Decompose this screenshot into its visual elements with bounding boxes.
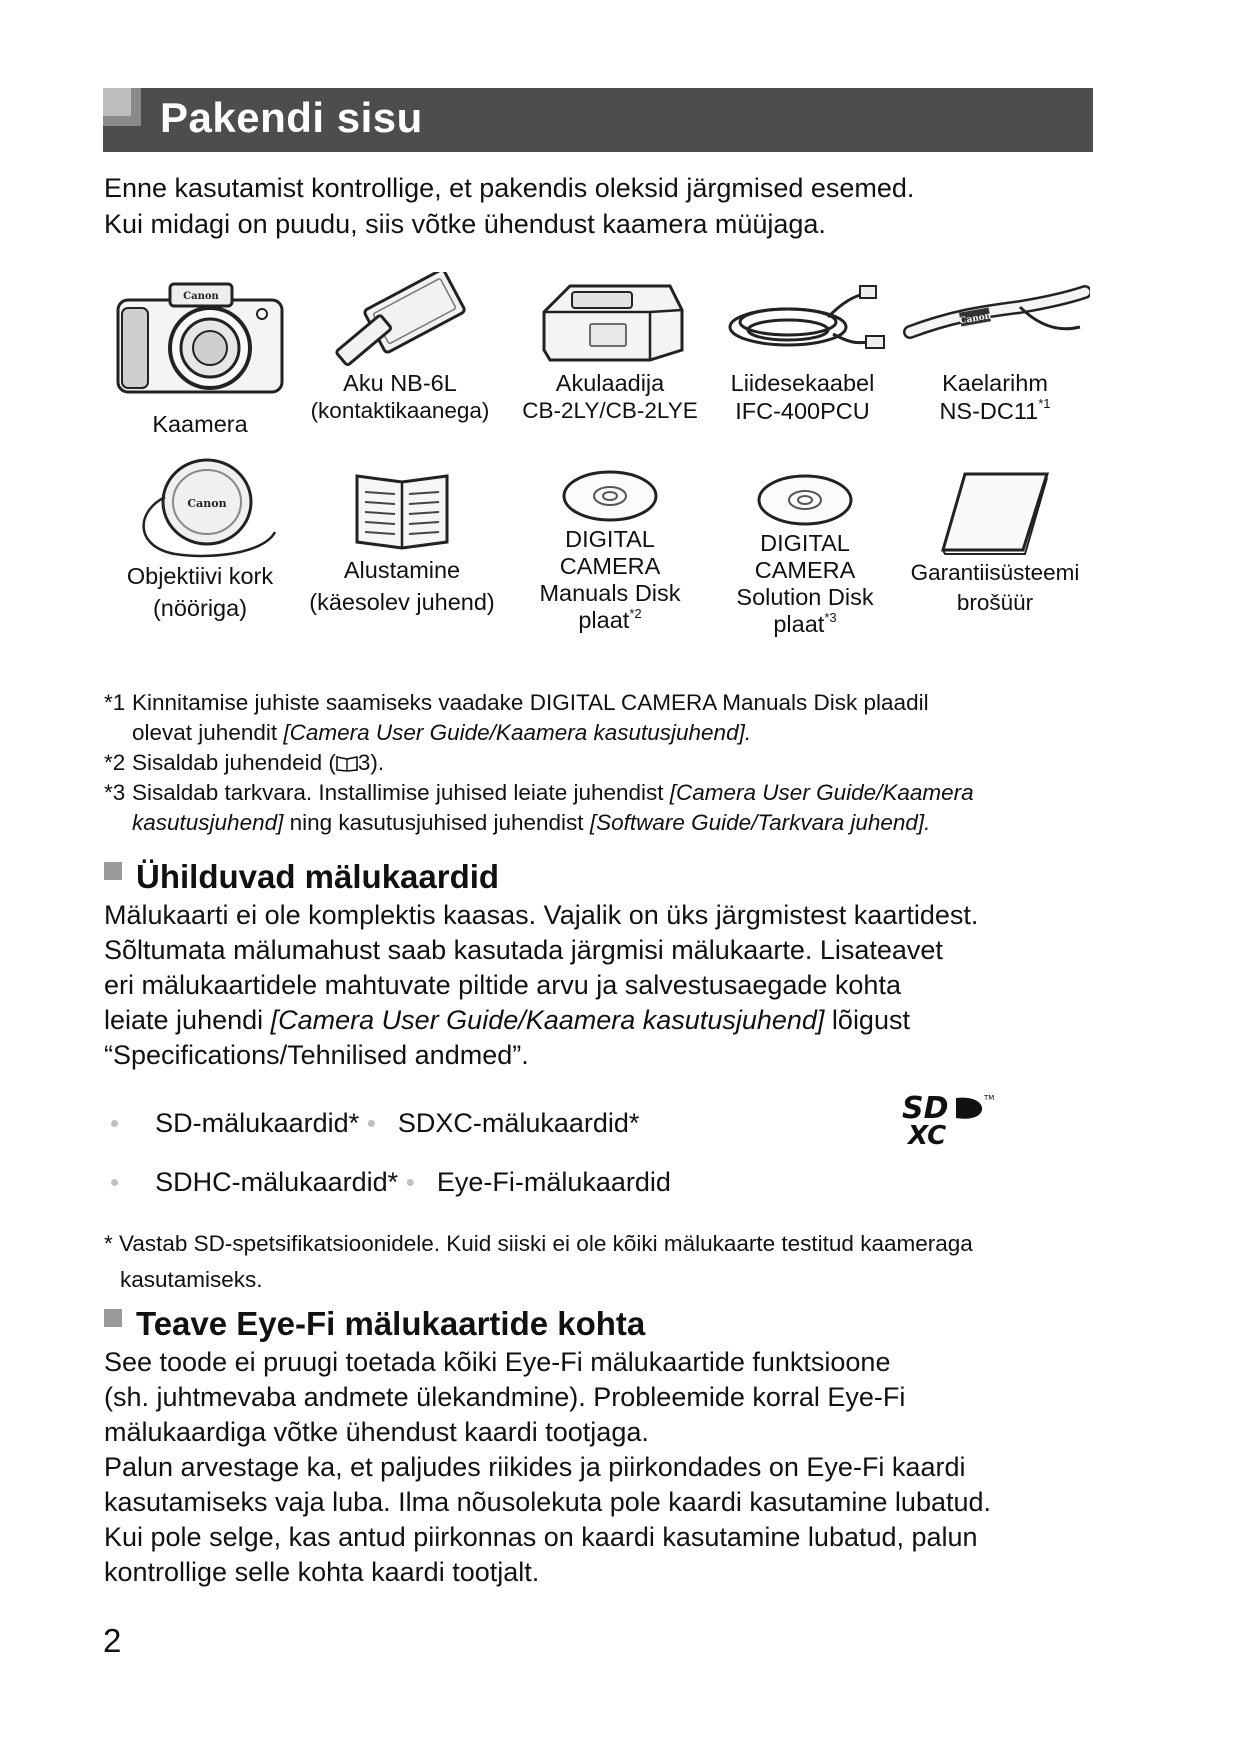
eyefi-heading [104, 1305, 645, 1343]
disc-icon [555, 466, 665, 526]
lens-cap-label: Objektiivi kork [126, 563, 274, 589]
manuals-disk-line-1: DIGITAL [565, 526, 655, 552]
item-strap [895, 272, 1095, 425]
card-sd: SD-mälukaardid* [155, 1108, 360, 1138]
battery-label-sub: (kontaktikaanega) [310, 398, 490, 423]
item-camera [105, 278, 295, 438]
charger-icon [530, 272, 690, 367]
page-title: Pakendi sisu [160, 94, 423, 141]
camera-brand: Canon [183, 291, 219, 302]
card-sdxc: SDXC-mälukaardid* [397, 1108, 640, 1138]
page-number: 2 [103, 1622, 122, 1659]
title-corner-mark-inner [103, 88, 131, 116]
lens-cap-brand: Canon [187, 497, 227, 510]
guide-label: Alustamine [343, 557, 461, 583]
sdxc-logo [898, 1088, 1008, 1150]
battery-label: Aku NB-6L [343, 370, 457, 396]
solution-disk-line-3: Solution Disk [736, 584, 874, 610]
intro-text [104, 170, 914, 242]
section-square-icon [104, 862, 122, 880]
charger-label: Akulaadija [555, 370, 665, 396]
cable-label-sub: IFC-400PCU [735, 398, 870, 424]
item-solution-disk [705, 470, 905, 638]
memory-line-1: Mälukaarti ei ole komplektis kaasas. Vajalik on üks järgmistest kaartidest. [104, 900, 979, 930]
bullet-icon: • [110, 1167, 120, 1197]
solution-disk-plaat: plaat [773, 611, 825, 637]
eyefi-line-6: Kui pole selge, kas antud piirkonnas on kaardi kasutamine lubatud, palun [104, 1522, 978, 1552]
footnote-ref-2: *2 [629, 606, 642, 621]
cable-icon [718, 272, 888, 367]
memory-cards-heading-text: Ühilduvad mälukaardid [136, 858, 500, 895]
sdxc-logo-sd: SD [902, 1091, 949, 1126]
book-reference-icon [336, 754, 358, 772]
memory-line-4b: lõigust [824, 1005, 910, 1035]
camera-label: Kaamera [152, 411, 248, 437]
footnote-1 [104, 688, 1104, 748]
eyefi-line-3: mälukaardiga võtke ühendust kaardi tootjaga. [104, 1417, 649, 1447]
section-square-icon [104, 1309, 122, 1327]
disc-icon [750, 470, 860, 530]
footnote-3-cont [132, 808, 1104, 838]
camera-icon [110, 278, 290, 398]
sdxc-logo-tm: TM [984, 1094, 995, 1102]
memory-line-5: “Specifications/Tehnilised andmed”. [104, 1040, 529, 1070]
lens-cap-label-sub: (nööriga) [152, 595, 248, 621]
bullet-icon: • [405, 1167, 415, 1197]
manuals-disk-line-4 [510, 607, 710, 634]
manuals-disk-line-3: Manuals Disk [539, 580, 681, 606]
booklet-icon [347, 470, 457, 550]
memory-cards-heading [104, 858, 499, 896]
footnote-1-text: Kinnitamise juhiste saamiseks vaadake DIGITAL CAMERA Manuals Disk plaadil [132, 690, 929, 715]
lens-cap-icon [115, 452, 285, 562]
contents-footnotes [104, 688, 1104, 838]
cable-label: Liidesekaabel [730, 370, 875, 396]
intro-line-1: Enne kasutamist kontrollige, et pakendis oleksid järgmised esemed. [104, 173, 915, 203]
memory-line-4 [104, 1003, 978, 1038]
footnote-3-text: Sisaldab tarkvara. Installimise juhised leiate juhendist [132, 780, 670, 805]
eyefi-heading-text: Teave Eye-Fi mälukaartide kohta [136, 1305, 646, 1342]
battery-icon [325, 272, 475, 367]
footnote-1-cont-text: olevat juhendit [132, 720, 284, 745]
brochure-icon [935, 470, 1055, 555]
memory-cards-paragraph [104, 898, 978, 1073]
footnote-3-italic-c: [Software Guide/Tarkvara juhend]. [589, 810, 931, 835]
memory-footnote [104, 1226, 1124, 1298]
bullet-icon: • [366, 1108, 376, 1138]
footnote-1-cont [132, 718, 1104, 748]
solution-disk-line-1: DIGITAL [760, 530, 850, 556]
warranty-label-sub: brošüür [956, 590, 1034, 615]
footnote-2-ref: 3). [357, 750, 385, 775]
footnote-2-mark: *2 [104, 750, 126, 775]
memory-footnote-line-2: kasutamiseks. [120, 1267, 263, 1292]
eyefi-line-5: kasutamiseks vaja luba. Ilma nõusolekuta pole kaardi kasutamine lubatud. [104, 1487, 992, 1517]
charger-label-sub: CB-2LY/CB-2LYE [522, 398, 698, 423]
item-manuals-disk [510, 466, 710, 634]
warranty-label: Garantiisüsteemi [910, 560, 1080, 585]
card-list-item [110, 1167, 671, 1198]
sdxc-logo-xc: XC [908, 1121, 947, 1150]
solution-disk-line-2: CAMERA [754, 557, 856, 583]
footnote-ref-3: *3 [824, 610, 837, 625]
item-charger [510, 272, 710, 425]
memory-line-3: eri mälukaartidele mahtuvate piltide arvu ja salvestusaegade kohta [104, 970, 901, 1000]
footnote-1-mark: *1 [104, 690, 126, 715]
strap-icon [900, 272, 1090, 367]
strap-label: Kaelarihm [942, 370, 1048, 396]
item-lens-cap [105, 452, 295, 622]
manuals-disk-plaat: plaat [578, 607, 630, 633]
manuals-disk-line-2: CAMERA [559, 553, 661, 579]
item-cable [710, 272, 895, 425]
eyefi-line-7: kontrollige selle kohta kaardi tootjalt. [104, 1557, 540, 1587]
item-battery [300, 272, 500, 425]
memory-line-2: Sõltumata mälumahust saab kasutada järgmisi mälukaarte. Lisateavet [104, 935, 943, 965]
footnote-2-text: Sisaldab juhendeid ( [132, 750, 336, 775]
footnote-3 [104, 778, 1104, 838]
card-eyefi: Eye-Fi-mälukaardid [436, 1167, 671, 1197]
card-list-item [110, 1108, 639, 1139]
solution-disk-line-4 [705, 611, 905, 638]
card-sdhc: SDHC-mälukaardid* [155, 1167, 399, 1197]
intro-line-2: Kui midagi on puudu, siis võtke ühendust kaamera müüjaga. [104, 209, 826, 239]
eyefi-paragraph [104, 1345, 991, 1590]
footnote-1-italic: [Camera User Guide/Kaamera kasutusjuhend]. [283, 720, 752, 745]
strap-model: NS-DC11 [939, 398, 1039, 424]
memory-line-4-italic: [Camera User Guide/Kaamera kasutusjuhend] [270, 1005, 825, 1035]
eyefi-line-2: (sh. juhtmevaba andmete ülekandmine). Probleemide korral Eye-Fi [104, 1382, 906, 1412]
bullet-icon: • [110, 1108, 120, 1138]
footnote-2 [104, 748, 1104, 778]
footnote-ref-1: *1 [1038, 396, 1051, 411]
footnote-3-italic-a: [Camera User Guide/Kaamera [669, 780, 974, 805]
footnote-3-italic-b: kasutusjuhend] [132, 810, 284, 835]
guide-label-sub: (käesolev juhend) [309, 589, 495, 615]
eyefi-line-4: Palun arvestage ka, et paljudes riikides ja piirkondades on Eye-Fi kaardi [104, 1452, 966, 1482]
strap-label-sub [895, 397, 1095, 425]
item-guide [297, 470, 507, 616]
strap-brand: Canon [958, 311, 993, 327]
item-warranty [895, 470, 1095, 617]
memory-line-4a: leiate juhendi [104, 1005, 271, 1035]
memory-footnote-line-1: * Vastab SD-spetsifikatsioonidele. Kuid siiski ei ole kõiki mälukaarte testitud kaameraga [104, 1231, 973, 1256]
footnote-3-mark: *3 [104, 780, 126, 805]
footnote-3-mid: ning kasutusjuhised juhendist [283, 810, 590, 835]
eyefi-line-1: See toode ei pruugi toetada kõiki Eye-Fi mälukaartide funktsioone [104, 1347, 891, 1377]
